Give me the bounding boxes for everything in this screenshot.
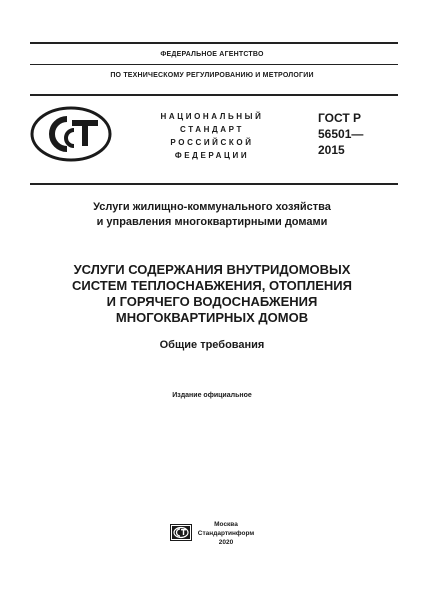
title-line: СИСТЕМ ТЕПЛОСНАБЖЕНИЯ, ОТОПЛЕНИЯ bbox=[72, 278, 352, 293]
title-line: МНОГОКВАРТИРНЫХ ДОМОВ bbox=[115, 310, 309, 325]
document-subtitle bbox=[0, 200, 424, 230]
standartinform-logo-icon bbox=[170, 524, 192, 541]
subtitle-line: и управления многоквартирными домами bbox=[96, 216, 328, 228]
title-line: И ГОРЯЧЕГО ВОДОСНАБЖЕНИЯ bbox=[106, 294, 318, 309]
edition-label: Издание официальное bbox=[172, 392, 252, 399]
agency-line-2: ПО ТЕХНИЧЕСКОМУ РЕГУЛИРОВАНИЮ И МЕТРОЛОГИИ bbox=[110, 72, 314, 79]
standard-type bbox=[148, 110, 276, 162]
standard-type-line: РОССИЙСКОЙ bbox=[170, 138, 254, 147]
gost-emblem-icon bbox=[30, 106, 112, 162]
standard-code-line: 2015 bbox=[318, 143, 345, 157]
subtitle-line: Услуги жилищно-коммунального хозяйства bbox=[93, 201, 331, 213]
publisher-year: 2020 bbox=[218, 539, 234, 546]
standard-code-line: ГОСТ Р bbox=[318, 111, 362, 125]
general-requirements: Общие требования bbox=[159, 339, 265, 351]
standard-type-line: СТАНДАРТ bbox=[180, 125, 244, 134]
top-rule bbox=[30, 42, 398, 44]
header-rule bbox=[30, 94, 398, 96]
publisher-city: Москва bbox=[214, 521, 238, 528]
publisher-info bbox=[196, 520, 256, 547]
agency-line-1: ФЕДЕРАЛЬНОЕ АГЕНТСТВО bbox=[160, 51, 264, 58]
document-title bbox=[0, 262, 424, 326]
agency-divider bbox=[30, 64, 398, 65]
title-line: УСЛУГИ СОДЕРЖАНИЯ ВНУТРИДОМОВЫХ bbox=[73, 262, 351, 277]
publisher-name: Стандартинформ bbox=[197, 530, 255, 537]
standard-rule bbox=[30, 183, 398, 185]
standard-type-line: НАЦИОНАЛЬНЫЙ bbox=[160, 112, 264, 121]
standard-code bbox=[318, 110, 363, 158]
standard-code-line: 56501— bbox=[318, 127, 364, 141]
standard-type-line: ФЕДЕРАЦИИ bbox=[174, 151, 250, 160]
